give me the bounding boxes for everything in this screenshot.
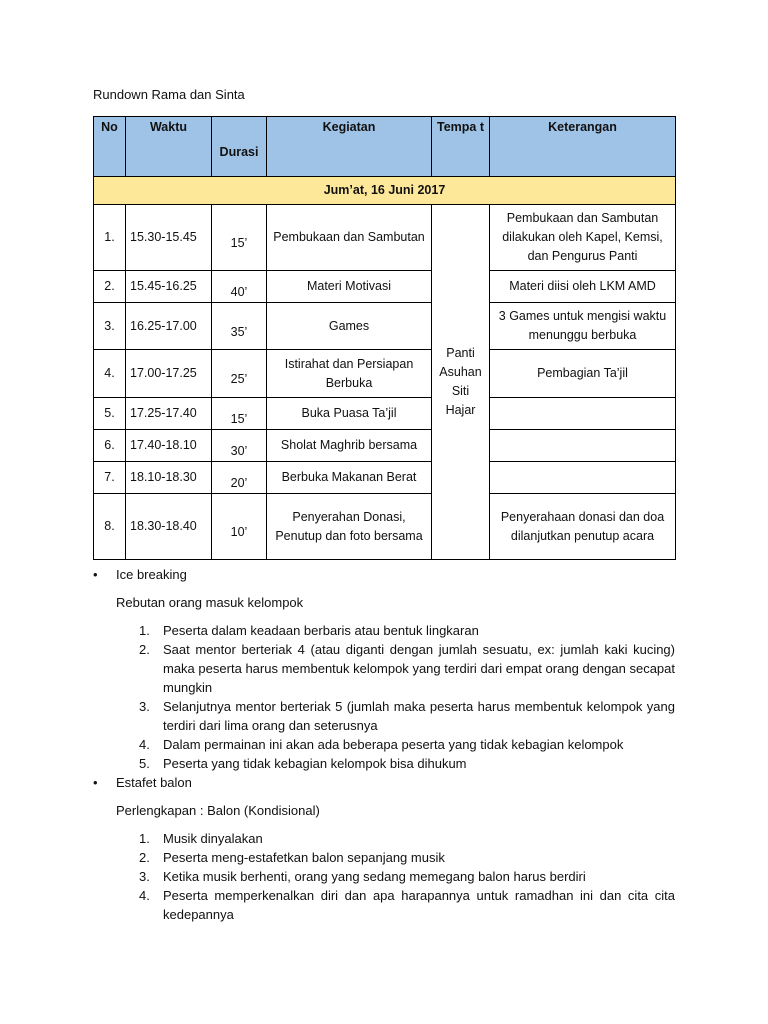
list-item <box>93 697 675 735</box>
section-title-ice-breaking: • Ice breaking <box>93 565 675 584</box>
ice-breaking-steps <box>93 621 675 773</box>
row-duration: 15’ <box>212 205 267 271</box>
table-row <box>94 398 676 430</box>
step-text: Musik dinyalakan <box>163 831 263 846</box>
header-no: No <box>94 117 126 177</box>
list-item <box>93 867 675 886</box>
step-number: 3. <box>139 869 150 884</box>
row-activity: Penyerahan Donasi, Penutup dan foto bersama <box>267 494 432 560</box>
section-subtitle: Rebutan orang masuk kelompok <box>116 595 304 610</box>
row-note: Pembagian Ta’jil <box>490 350 676 398</box>
day-row <box>94 177 676 205</box>
header-durasi: Durasi <box>212 117 267 177</box>
document-title: Rundown Rama dan Sinta <box>93 87 245 102</box>
row-note: Penyerahaan donasi dan doa dilanjutkan penutup acara <box>490 494 676 560</box>
header-keterangan: Keterangan <box>490 117 676 177</box>
list-item <box>93 886 675 924</box>
row-activity: Berbuka Makanan Berat <box>267 462 432 494</box>
step-text: Saat mentor berteriak 4 (atau diganti dengan jumlah sesuatu, ex: jumlah kaki kucing) maka peserta harus membentuk kelompok yang terdiri dari empat orang dengan secapat mungkin <box>163 642 675 695</box>
header-tempat: Tempa t <box>432 117 490 177</box>
step-text: Peserta memperkenalkan diri dan apa harapannya untuk ramadhan ini dan cita cita kedepannya <box>163 888 675 922</box>
list-item <box>93 621 675 640</box>
row-duration: 35’ <box>212 303 267 350</box>
header-kegiatan: Kegiatan <box>267 117 432 177</box>
row-note <box>490 430 676 462</box>
row-duration: 20’ <box>212 462 267 494</box>
row-time: 18.10-18.30 <box>126 462 212 494</box>
list-item <box>93 829 675 848</box>
step-number: 4. <box>139 888 150 903</box>
row-note: 3 Games untuk mengisi waktu menunggu berbuka <box>490 303 676 350</box>
section-subtitle: Perlengkapan : Balon (Kondisional) <box>116 803 320 818</box>
row-activity: Buka Puasa Ta’jil <box>267 398 432 430</box>
row-duration: 15’ <box>212 398 267 430</box>
step-text: Selanjutnya mentor berteriak 5 (jumlah maka peserta harus membentuk kelompok yang terdiri dari lima orang dan seterusnya <box>163 699 675 733</box>
step-text: Dalam permainan ini akan ada beberapa peserta yang tidak kebagian kelompok <box>163 737 624 752</box>
table-row <box>94 350 676 398</box>
row-duration: 40’ <box>212 271 267 303</box>
row-activity: Materi Motivasi <box>267 271 432 303</box>
row-no: 6. <box>94 430 126 462</box>
row-no: 2. <box>94 271 126 303</box>
step-number: 1. <box>139 831 150 846</box>
step-text: Ketika musik berhenti, orang yang sedang memegang balon harus berdiri <box>163 869 586 884</box>
row-duration: 25’ <box>212 350 267 398</box>
row-no: 4. <box>94 350 126 398</box>
row-duration: 10’ <box>212 494 267 560</box>
list-item <box>93 848 675 867</box>
step-text: Peserta dalam keadaan berbaris atau bentuk lingkaran <box>163 623 479 638</box>
row-no: 1. <box>94 205 126 271</box>
table-row <box>94 462 676 494</box>
row-activity: Games <box>267 303 432 350</box>
table-row <box>94 303 676 350</box>
table-row <box>94 494 676 560</box>
step-number: 4. <box>139 737 150 752</box>
row-time: 17.40-18.10 <box>126 430 212 462</box>
game-descriptions <box>93 565 675 924</box>
estafet-balon-steps <box>93 829 675 924</box>
header-waktu: Waktu <box>126 117 212 177</box>
step-number: 3. <box>139 699 150 714</box>
row-note <box>490 398 676 430</box>
list-item <box>93 640 675 697</box>
row-no: 5. <box>94 398 126 430</box>
step-number: 2. <box>139 850 150 865</box>
row-time: 18.30-18.40 <box>126 494 212 560</box>
row-time: 17.00-17.25 <box>126 350 212 398</box>
row-no: 8. <box>94 494 126 560</box>
row-duration: 30’ <box>212 430 267 462</box>
section-title-estafet-balon: • Estafet balon <box>93 773 675 792</box>
day-label: Jum’at, 16 Juni 2017 <box>94 177 676 205</box>
list-item <box>93 754 675 773</box>
row-note <box>490 462 676 494</box>
step-text: Peserta yang tidak kebagian kelompok bisa dihukum <box>163 756 467 771</box>
row-time: 15.30-15.45 <box>126 205 212 271</box>
step-text: Peserta meng-estafetkan balon sepanjang musik <box>163 850 445 865</box>
table-row <box>94 205 676 271</box>
row-note: Materi diisi oleh LKM AMD <box>490 271 676 303</box>
row-activity: Pembukaan dan Sambutan <box>267 205 432 271</box>
row-time: 15.45-16.25 <box>126 271 212 303</box>
step-number: 1. <box>139 623 150 638</box>
row-note: Pembukaan dan Sambutan dilakukan oleh Kapel, Kemsi, dan Pengurus Panti <box>490 205 676 271</box>
table-row <box>94 271 676 303</box>
row-time: 16.25-17.00 <box>126 303 212 350</box>
step-number: 2. <box>139 642 150 657</box>
row-no: 7. <box>94 462 126 494</box>
table-row <box>94 430 676 462</box>
rundown-table <box>93 116 676 560</box>
row-time: 17.25-17.40 <box>126 398 212 430</box>
list-item <box>93 735 675 754</box>
step-number: 5. <box>139 756 150 771</box>
table-header-row <box>94 117 676 177</box>
row-activity: Sholat Maghrib bersama <box>267 430 432 462</box>
row-activity: Istirahat dan Persiapan Berbuka <box>267 350 432 398</box>
place-cell: Panti Asuhan Siti Hajar <box>432 205 490 560</box>
row-no: 3. <box>94 303 126 350</box>
